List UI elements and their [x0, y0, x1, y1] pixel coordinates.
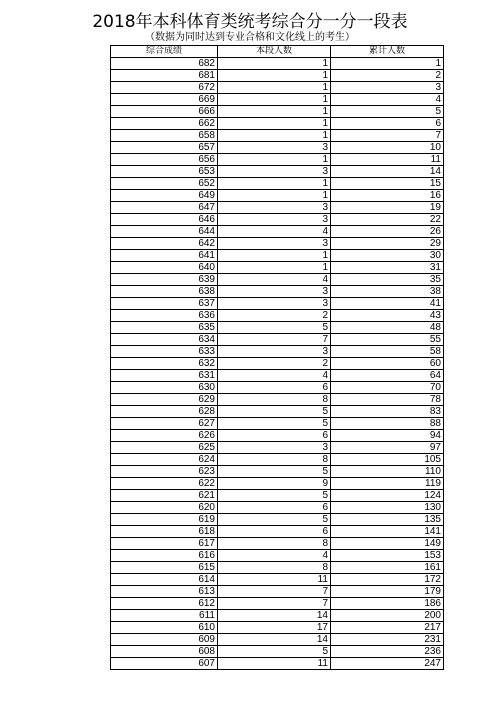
score-cell: 646 [111, 214, 218, 226]
segment-count-cell: 3 [218, 346, 331, 358]
score-cell: 662 [111, 118, 218, 130]
cumulative-count-cell: 43 [331, 310, 444, 322]
table-row [111, 598, 444, 610]
score-cell: 624 [111, 454, 218, 466]
score-cell: 618 [111, 526, 218, 538]
cumulative-count-cell: 247 [331, 658, 444, 670]
cumulative-count-cell: 70 [331, 382, 444, 394]
cumulative-count-cell: 217 [331, 622, 444, 634]
score-cell: 633 [111, 346, 218, 358]
table-row [111, 70, 444, 82]
score-cell: 625 [111, 442, 218, 454]
table-row [111, 418, 444, 430]
table-row [111, 106, 444, 118]
cumulative-count-cell: 119 [331, 478, 444, 490]
segment-count-cell: 3 [218, 166, 331, 178]
segment-count-cell: 1 [218, 94, 331, 106]
cumulative-count-cell: 78 [331, 394, 444, 406]
score-cell: 681 [111, 70, 218, 82]
table-row [111, 190, 444, 202]
cumulative-count-cell: 94 [331, 430, 444, 442]
table-row [111, 442, 444, 454]
score-cell: 615 [111, 562, 218, 574]
score-cell: 630 [111, 382, 218, 394]
table-row [111, 586, 444, 598]
score-cell: 614 [111, 574, 218, 586]
cumulative-count-cell: 141 [331, 526, 444, 538]
segment-count-cell: 1 [218, 250, 331, 262]
cumulative-count-cell: 60 [331, 358, 444, 370]
page-subtitle: （数据为同时达到专业合格和文化线上的考生） [145, 32, 355, 43]
segment-count-cell: 3 [218, 286, 331, 298]
table-row [111, 154, 444, 166]
cumulative-count-cell: 26 [331, 226, 444, 238]
segment-count-cell: 1 [218, 106, 331, 118]
cumulative-count-cell: 161 [331, 562, 444, 574]
score-cell: 637 [111, 298, 218, 310]
table-row [111, 226, 444, 238]
cumulative-count-cell: 64 [331, 370, 444, 382]
cumulative-count-cell: 83 [331, 406, 444, 418]
score-cell: 631 [111, 370, 218, 382]
cumulative-count-cell: 3 [331, 82, 444, 94]
page-title: 2018年本科体育类统考综合分一分一段表 [92, 12, 408, 32]
cumulative-count-cell: 231 [331, 634, 444, 646]
table-row [111, 502, 444, 514]
table-row [111, 94, 444, 106]
cumulative-count-cell: 15 [331, 178, 444, 190]
table-row [111, 430, 444, 442]
segment-count-cell: 1 [218, 58, 331, 70]
table-row [111, 382, 444, 394]
score-cell: 672 [111, 82, 218, 94]
segment-count-cell: 9 [218, 478, 331, 490]
table-row [111, 82, 444, 94]
segment-count-cell: 3 [218, 238, 331, 250]
score-cell: 608 [111, 646, 218, 658]
cumulative-count-cell: 135 [331, 514, 444, 526]
score-cell: 626 [111, 430, 218, 442]
segment-count-cell: 3 [218, 298, 331, 310]
score-cell: 613 [111, 586, 218, 598]
score-cell: 619 [111, 514, 218, 526]
table-row [111, 298, 444, 310]
table-row [111, 142, 444, 154]
segment-count-cell: 5 [218, 490, 331, 502]
cumulative-count-cell: 153 [331, 550, 444, 562]
cumulative-count-cell: 29 [331, 238, 444, 250]
table-row [111, 358, 444, 370]
cumulative-count-cell: 236 [331, 646, 444, 658]
segment-count-cell: 7 [218, 334, 331, 346]
segment-count-cell: 6 [218, 382, 331, 394]
segment-count-cell: 8 [218, 538, 331, 550]
segment-count-cell: 4 [218, 550, 331, 562]
table-row [111, 394, 444, 406]
cumulative-count-cell: 172 [331, 574, 444, 586]
table-row [111, 118, 444, 130]
table-row [111, 202, 444, 214]
table-row [111, 286, 444, 298]
score-cell: 628 [111, 406, 218, 418]
table-row [111, 214, 444, 226]
table-row [111, 562, 444, 574]
table-row [111, 466, 444, 478]
cumulative-count-cell: 14 [331, 166, 444, 178]
score-cell: 634 [111, 334, 218, 346]
cumulative-count-cell: 5 [331, 106, 444, 118]
segment-count-cell: 8 [218, 454, 331, 466]
score-cell: 656 [111, 154, 218, 166]
table-row [111, 178, 444, 190]
segment-count-cell: 17 [218, 622, 331, 634]
table-row [111, 454, 444, 466]
score-cell: 641 [111, 250, 218, 262]
score-cell: 682 [111, 58, 218, 70]
cumulative-count-cell: 4 [331, 94, 444, 106]
table-row [111, 490, 444, 502]
score-cell: 638 [111, 286, 218, 298]
segment-count-cell: 6 [218, 502, 331, 514]
cumulative-count-cell: 7 [331, 130, 444, 142]
segment-count-cell: 5 [218, 646, 331, 658]
table-row [111, 334, 444, 346]
score-cell: 621 [111, 490, 218, 502]
cumulative-count-cell: 179 [331, 586, 444, 598]
score-cell: 623 [111, 466, 218, 478]
table-row [111, 658, 444, 670]
cumulative-count-cell: 30 [331, 250, 444, 262]
cumulative-count-cell: 19 [331, 202, 444, 214]
segment-count-cell: 14 [218, 634, 331, 646]
table-row [111, 622, 444, 634]
table-row [111, 574, 444, 586]
segment-count-cell: 5 [218, 406, 331, 418]
score-cell: 639 [111, 274, 218, 286]
cumulative-count-cell: 55 [331, 334, 444, 346]
segment-count-cell: 4 [218, 274, 331, 286]
segment-count-cell: 5 [218, 418, 331, 430]
table-row [111, 646, 444, 658]
cumulative-count-cell: 1 [331, 58, 444, 70]
header-segment-count: 本段人数 [218, 46, 331, 58]
table-row [111, 346, 444, 358]
segment-count-cell: 3 [218, 142, 331, 154]
score-cell: 612 [111, 598, 218, 610]
table-row [111, 310, 444, 322]
table-row [111, 610, 444, 622]
cumulative-count-cell: 48 [331, 322, 444, 334]
cumulative-count-cell: 200 [331, 610, 444, 622]
score-cell: 636 [111, 310, 218, 322]
segment-count-cell: 3 [218, 202, 331, 214]
score-cell: 629 [111, 394, 218, 406]
score-cell: 627 [111, 418, 218, 430]
table-row [111, 238, 444, 250]
score-cell: 653 [111, 166, 218, 178]
table-row [111, 538, 444, 550]
score-cell: 622 [111, 478, 218, 490]
score-cell: 647 [111, 202, 218, 214]
segment-count-cell: 11 [218, 658, 331, 670]
table-row [111, 262, 444, 274]
segment-count-cell: 5 [218, 322, 331, 334]
score-cell: 610 [111, 622, 218, 634]
cumulative-count-cell: 2 [331, 70, 444, 82]
cumulative-count-cell: 6 [331, 118, 444, 130]
segment-count-cell: 5 [218, 466, 331, 478]
table-row [111, 322, 444, 334]
cumulative-count-cell: 149 [331, 538, 444, 550]
cumulative-count-cell: 16 [331, 190, 444, 202]
table-row [111, 250, 444, 262]
cumulative-count-cell: 11 [331, 154, 444, 166]
score-cell: 652 [111, 178, 218, 190]
score-cell: 635 [111, 322, 218, 334]
score-cell: 657 [111, 142, 218, 154]
cumulative-count-cell: 58 [331, 346, 444, 358]
segment-count-cell: 1 [218, 178, 331, 190]
table-row [111, 406, 444, 418]
segment-count-cell: 1 [218, 70, 331, 82]
score-cell: 616 [111, 550, 218, 562]
score-cell: 640 [111, 262, 218, 274]
score-distribution-table [110, 45, 444, 670]
table-row [111, 130, 444, 142]
cumulative-count-cell: 35 [331, 274, 444, 286]
score-cell: 649 [111, 190, 218, 202]
cumulative-count-cell: 31 [331, 262, 444, 274]
segment-count-cell: 7 [218, 598, 331, 610]
header-cumulative-count: 累计人数 [331, 46, 444, 58]
score-cell: 658 [111, 130, 218, 142]
segment-count-cell: 4 [218, 226, 331, 238]
cumulative-count-cell: 22 [331, 214, 444, 226]
segment-count-cell: 8 [218, 562, 331, 574]
header-score: 综合成绩 [111, 46, 218, 58]
table-row [111, 166, 444, 178]
segment-count-cell: 7 [218, 586, 331, 598]
segment-count-cell: 2 [218, 310, 331, 322]
table-body [111, 58, 444, 670]
table-row [111, 58, 444, 70]
cumulative-count-cell: 110 [331, 466, 444, 478]
segment-count-cell: 8 [218, 394, 331, 406]
table-row [111, 514, 444, 526]
cumulative-count-cell: 41 [331, 298, 444, 310]
segment-count-cell: 3 [218, 214, 331, 226]
segment-count-cell: 1 [218, 154, 331, 166]
score-cell: 607 [111, 658, 218, 670]
score-cell: 611 [111, 610, 218, 622]
segment-count-cell: 1 [218, 82, 331, 94]
cumulative-count-cell: 10 [331, 142, 444, 154]
cumulative-count-cell: 130 [331, 502, 444, 514]
cumulative-count-cell: 97 [331, 442, 444, 454]
score-cell: 609 [111, 634, 218, 646]
table-row [111, 274, 444, 286]
table-row [111, 370, 444, 382]
segment-count-cell: 4 [218, 370, 331, 382]
table-row [111, 478, 444, 490]
score-cell: 644 [111, 226, 218, 238]
score-cell: 669 [111, 94, 218, 106]
cumulative-count-cell: 186 [331, 598, 444, 610]
cumulative-count-cell: 124 [331, 490, 444, 502]
segment-count-cell: 1 [218, 130, 331, 142]
segment-count-cell: 2 [218, 358, 331, 370]
table-header-row [111, 46, 444, 58]
score-cell: 642 [111, 238, 218, 250]
segment-count-cell: 11 [218, 574, 331, 586]
segment-count-cell: 1 [218, 262, 331, 274]
segment-count-cell: 1 [218, 190, 331, 202]
segment-count-cell: 6 [218, 526, 331, 538]
cumulative-count-cell: 38 [331, 286, 444, 298]
score-cell: 632 [111, 358, 218, 370]
segment-count-cell: 5 [218, 514, 331, 526]
score-cell: 620 [111, 502, 218, 514]
score-cell: 666 [111, 106, 218, 118]
table-row [111, 526, 444, 538]
cumulative-count-cell: 105 [331, 454, 444, 466]
table-row [111, 634, 444, 646]
cumulative-count-cell: 88 [331, 418, 444, 430]
segment-count-cell: 3 [218, 442, 331, 454]
segment-count-cell: 6 [218, 430, 331, 442]
segment-count-cell: 1 [218, 118, 331, 130]
score-cell: 617 [111, 538, 218, 550]
segment-count-cell: 14 [218, 610, 331, 622]
table-row [111, 550, 444, 562]
